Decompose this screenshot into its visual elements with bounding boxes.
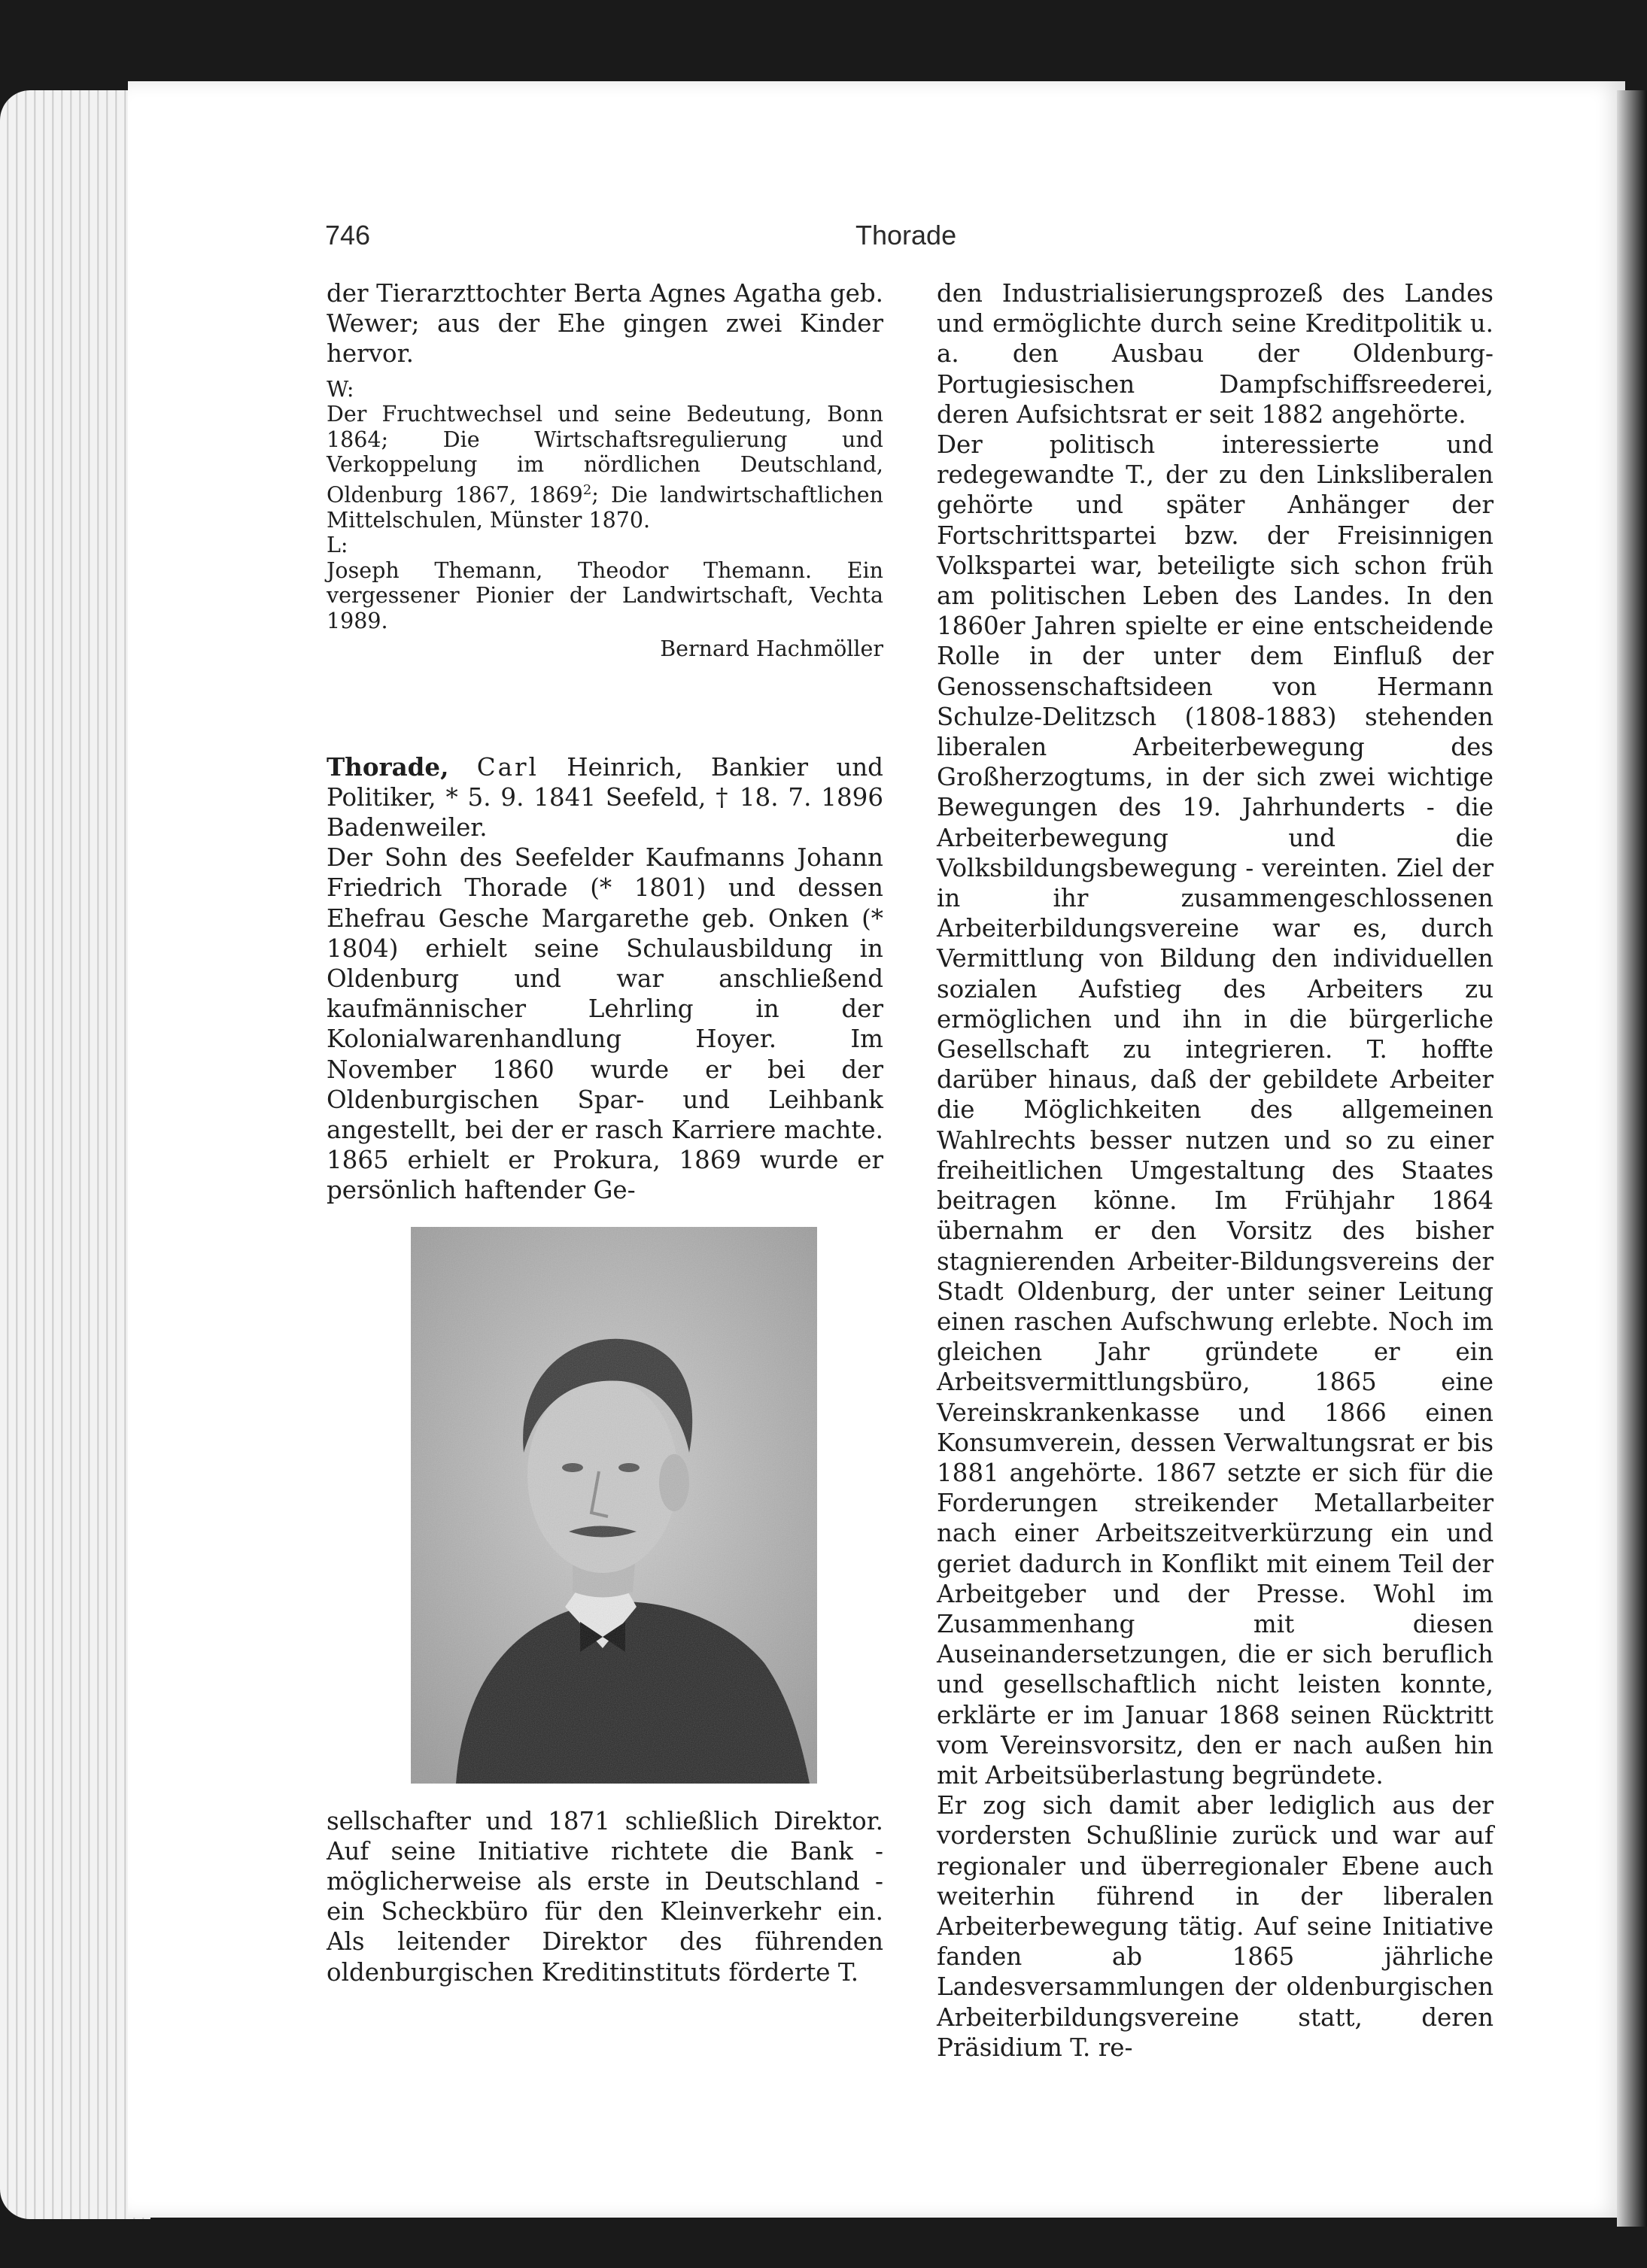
portrait-image bbox=[411, 1227, 817, 1784]
book-gutter-shadow bbox=[1617, 90, 1647, 2227]
entry-heading bbox=[327, 752, 883, 843]
literature-label: L: bbox=[327, 533, 348, 558]
edition-superscript: 2 bbox=[582, 481, 592, 498]
works-label: W: bbox=[327, 376, 354, 402]
entry-paragraph-1b: sellschafter und 1871 schließlich Direktor. Auf seine Initiative richtete die Bank - möglicherweise als erste in Deutschland - ein Scheckbüro für den Kleinverkehr ein. Als leitender Direktor des führenden oldenburgischen Kreditinstituts förderte T. bbox=[327, 1806, 883, 1987]
right-column bbox=[937, 278, 1494, 2063]
right-paragraph-3: Er zog sich damit aber lediglich aus der vordersten Schußlinie zurück und war auf regionaler und überregionaler Ebene auch weiterhin führend in der liberalen Arbeiterbewegung tätig. Auf seine Initiative fanden ab 1865 jährliche Landesversammlungen der oldenburgischen Arbeiterbildungsvereine statt, deren Präsidium T. re- bbox=[937, 1791, 1494, 2062]
right-paragraph-1: den Industrialisierungsprozeß des Landes und ermöglichte durch seine Kreditpolitik u. a. den Ausbau der Oldenburg-Portugiesischen Dampfschiffsreederei, deren Aufsichtsrat er seit 1882 angehörte. bbox=[937, 279, 1494, 429]
prev-entry-text: der Tierarzttochter Berta Agnes Agatha geb. Wewer; aus der Ehe gingen zwei Kinder hervor. bbox=[327, 279, 883, 369]
entry-paragraph-1a: Der Sohn des Seefelder Kaufmanns Johann Friedrich Thorade (* 1801) und dessen Ehefrau Gesche Margarethe geb. Onken (* 1804) erhielt seine Schulausbildung in Oldenburg und war anschließend kaufmännischer Lehrling in der Kolonialwarenhandlung Hoyer. Im November 1860 wurde er bei der Oldenburgischen Spar- und Leihbank angestellt, bei der er rasch Karriere machte. 1865 erhielt er Prokura, 1869 wurde er persönlich haftender Ge- bbox=[327, 843, 883, 1205]
page-number: 746 bbox=[325, 220, 371, 250]
running-title: Thorade bbox=[855, 220, 957, 250]
entry-lemma: Thorade, bbox=[327, 751, 449, 782]
entry-firstname: Carl bbox=[476, 752, 539, 782]
portrait-photo bbox=[411, 1227, 817, 1784]
entry-intro: Heinrich, Bankier und Politiker, * 5. 9. 1841 Seefeld, † 18. 7. 1896 Badenweiler. bbox=[327, 752, 883, 843]
right-paragraph-2: Der politisch interessierte und redegewandte T., der zu den Linksliberalen gehörte und später Anhänger der Fortschrittspartei bzw. der Freisinnigen Volkspartei war, beteiligte sich schon früh am politischen Leben des Landes. In den 1860er Jahren spielte er eine entscheidende Rolle in der unter dem Einfluß der Genossenschaftsideen von Hermann Schulze-Delitzsch (1808-1883) stehenden liberalen Arbeiterbewegung des Großherzogtums, in der sich zwei wichtige Bewegungen des 19. Jahrhunderts - die Arbeiterbewegung und die Volksbildungsbewegung - vereinten. Ziel der in ihr zusammengeschlossenen Arbeiterbildungsvereine war es, durch Vermittlung von Bildung den individuellen sozialen Aufstieg des Arbeiters zu ermöglichen und ihn in die bürgerliche Gesellschaft zu integrieren. T. hoffte darüber hinaus, daß der gebildete Arbeiter die Möglichkeiten des allgemeinen Wahlrechts besser nutzen und so zu einer freiheitlichen Umgestaltung des Staates beitragen könne. Im Frühjahr 1864 übernahm er den Vorsitz des bisher stagnierenden Arbeiter-Bildungsvereins der Stadt Oldenburg, der unter seiner Leitung einen raschen Aufschwung erlebte. Noch im gleichen Jahr gründete er ein Arbeitsvermittlungsbüro, 1865 eine Vereinskrankenkasse und 1866 einen Konsumverein, dessen Verwaltungsrat er bis 1881 angehörte. 1867 setzte er sich für die Forderungen streikender Metallarbeiter nach einer Arbeitszeitverkürzung ein und geriet dadurch in Konflikt mit einem Teil der Arbeitgeber und der Presse. Wohl im Zusammenhang mit diesen Auseinandersetzungen, die er sich beruflich und gesellschaftlich nicht leisten konnte, erklärte er im Januar 1868 seinen Rücktritt vom Vereinsvorsitz, den er nach außen hin mit Arbeitsüberlastung begründete. bbox=[937, 430, 1494, 1790]
entry-separator bbox=[327, 662, 883, 752]
works-list bbox=[327, 402, 883, 533]
prev-entry-author: Bernard Hachmöller bbox=[660, 636, 883, 662]
works-text: Der Fruchtwechsel und seine Bedeutung, Bonn 1864; Die Wirtschaftsregulierung und Verkoppelung im nördlichen Deutschland, Oldenburg 1867, 1869 bbox=[327, 402, 883, 508]
works-text-end: ; Die landwirtschaftlichen Mittelschulen, Münster 1870. bbox=[327, 482, 883, 533]
left-column bbox=[327, 278, 883, 1987]
literature-list: Joseph Themann, Theodor Themann. Ein vergessener Pionier der Landwirtschaft, Vechta 1989. bbox=[327, 557, 883, 633]
prev-entry-bibliography bbox=[327, 377, 883, 634]
